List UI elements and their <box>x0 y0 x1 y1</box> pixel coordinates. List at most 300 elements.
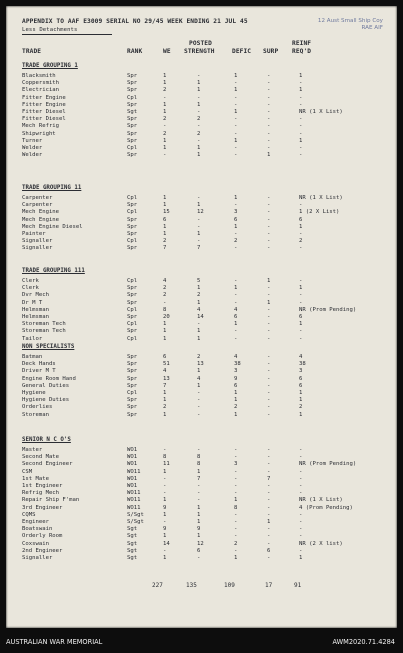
table-row <box>6 245 397 252</box>
cell-name: Batman <box>22 354 43 360</box>
cell-def: 1 <box>234 137 238 144</box>
cell-name: 3rd Engineer <box>22 504 63 511</box>
cell-rei: - <box>299 335 303 342</box>
cell-sur: 7 <box>267 475 271 482</box>
cell-rei: - <box>299 299 303 306</box>
cell-str: 1 <box>197 80 201 87</box>
cell-rei: - <box>299 278 303 284</box>
table-row <box>6 131 397 138</box>
cell-name: Helmsman <box>22 306 49 313</box>
cell-rank: Cpl <box>127 335 138 342</box>
cell-we: 6 <box>163 354 167 360</box>
cell-str: 1 <box>197 533 201 540</box>
cell-we: 13 <box>163 375 170 382</box>
cell-sur: - <box>267 382 271 389</box>
cell-str: - <box>197 490 201 497</box>
cell-str: - <box>197 109 201 115</box>
cell-name: Blacksmith <box>22 73 56 79</box>
cell-rei: - <box>299 116 303 123</box>
table-row <box>6 209 397 216</box>
cell-rei: - <box>299 292 303 299</box>
cell-sur: - <box>267 292 271 299</box>
cell-def: - <box>234 533 238 540</box>
cell-rank: WO1 <box>127 461 138 468</box>
cell-we: 2 <box>163 285 167 292</box>
cell-we: 8 <box>163 454 167 461</box>
table-row <box>6 73 397 80</box>
footer-accession-number: AWM2020.71.4284 <box>332 638 395 646</box>
cell-sur: - <box>267 555 271 561</box>
cell-def: 1 <box>234 390 238 396</box>
cell-rank: Spr <box>127 80 138 87</box>
cell-rank: Spr <box>127 299 138 306</box>
cell-rank: WO11 <box>127 504 141 511</box>
cell-name: Clerk <box>22 278 39 284</box>
cell-we: 4 <box>163 278 167 284</box>
cell-rank: Spr <box>127 101 138 108</box>
cell-we: - <box>163 519 167 525</box>
table-row <box>6 476 397 483</box>
table-row <box>6 278 397 285</box>
cell-str: - <box>197 73 201 79</box>
cell-name: 1st Engineer <box>22 483 63 489</box>
cell-def: 1 <box>234 87 238 94</box>
cell-name: Fitter Engine <box>22 101 66 108</box>
cell-sur: - <box>267 94 271 101</box>
cell-str: 8 <box>197 454 201 461</box>
cell-name: Welder <box>22 152 43 159</box>
cell-def: 38 <box>234 361 241 368</box>
cell-name: Mech Engine <box>22 209 60 216</box>
cell-rei: 2 <box>299 404 303 411</box>
table-row <box>6 285 397 292</box>
cell-def: - <box>234 245 238 252</box>
cell-we: 2 <box>163 130 167 137</box>
cell-str: 7 <box>197 245 201 252</box>
cell-rei: NR (1 X List) <box>299 109 343 115</box>
cell-def: - <box>234 328 238 335</box>
cell-str: 2 <box>197 130 201 137</box>
cell-rei: - <box>299 80 303 87</box>
table-row <box>6 447 397 454</box>
cell-rei: NR (2 X list) <box>299 540 343 547</box>
cell-sur: - <box>267 216 271 223</box>
cell-rank: Spr <box>127 216 138 223</box>
cell-rank: Spr <box>127 223 138 230</box>
cell-name: Coxswain <box>22 540 49 547</box>
table-row <box>6 116 397 123</box>
col-defic: DEFIC <box>232 48 252 55</box>
cell-def: 6 <box>234 382 238 389</box>
table-row <box>6 354 397 361</box>
cell-rei: - <box>299 202 303 209</box>
cell-def: - <box>234 519 238 525</box>
cell-name: 1st Mate <box>22 475 49 482</box>
cell-rank: Spr <box>127 285 138 292</box>
cell-we: 15 <box>163 209 170 216</box>
cell-rank: Sgt <box>127 547 138 554</box>
cell-rank: Spr <box>127 123 138 130</box>
cell-sur: - <box>267 335 271 342</box>
cell-name: CSM <box>22 468 33 475</box>
cell-def: 3 <box>234 461 238 468</box>
cell-rank: Sgt <box>127 533 138 540</box>
cell-we: - <box>163 94 167 101</box>
table-row <box>6 541 397 548</box>
cell-str: 1 <box>197 519 201 525</box>
cell-rei: 1 <box>299 411 303 418</box>
cell-sur: - <box>267 245 271 252</box>
table-row <box>6 376 397 383</box>
cell-rei: - <box>299 454 303 461</box>
cell-rei: - <box>299 519 303 525</box>
cell-name: Clerk <box>22 285 39 292</box>
cell-rei: - <box>299 245 303 252</box>
cell-name: Deck Hands <box>22 361 56 368</box>
table-row <box>6 497 397 504</box>
cell-sur: - <box>267 461 271 468</box>
unit-stamp <box>318 18 383 32</box>
cell-rank: Spr <box>127 361 138 368</box>
cell-we: - <box>163 152 167 159</box>
cell-str: 6 <box>197 547 201 554</box>
cell-we: 1 <box>163 335 167 342</box>
cell-we: 1 <box>163 145 167 151</box>
cell-def: 6 <box>234 216 238 223</box>
cell-sur: - <box>267 223 271 230</box>
cell-def: - <box>234 483 238 489</box>
cell-str: - <box>197 447 201 453</box>
cell-name: Storeman Tech <box>22 328 66 335</box>
cell-rank: Spr <box>127 382 138 389</box>
cell-str: 1 <box>197 87 201 94</box>
table-row <box>6 152 397 159</box>
table-row <box>6 328 397 335</box>
cell-rei: 1 <box>299 555 303 561</box>
cell-str: 1 <box>197 504 201 511</box>
cell-name: Mech Engine <box>22 216 60 223</box>
cell-str: 1 <box>197 202 201 209</box>
cell-name: Master <box>22 447 43 453</box>
cell-def: 1 <box>234 321 238 328</box>
cell-str: 4 <box>197 375 201 382</box>
cell-str: - <box>197 497 201 504</box>
cell-sur: - <box>267 123 271 130</box>
cell-we: 8 <box>163 306 167 313</box>
table-row <box>6 469 397 476</box>
cell-str: - <box>197 411 201 418</box>
cell-name: Fitter Engine <box>22 94 66 101</box>
cell-name: Storeman Tech <box>22 321 66 328</box>
cell-rei: 1 <box>299 390 303 396</box>
cell-sur: - <box>267 490 271 497</box>
table-row <box>6 314 397 321</box>
cell-rank: Spr <box>127 245 138 252</box>
cell-sur: - <box>267 80 271 87</box>
cell-we: - <box>163 447 167 453</box>
cell-rei: - <box>299 475 303 482</box>
total-we: 227 <box>152 582 163 589</box>
cell-rei: 4 <box>299 354 303 360</box>
cell-sur: - <box>267 145 271 151</box>
cell-rei: - <box>299 231 303 237</box>
cell-we: 1 <box>163 533 167 540</box>
cell-name: Dvr Mech <box>22 292 49 299</box>
cell-def: - <box>234 202 238 209</box>
table-row <box>6 461 397 468</box>
cell-sur: - <box>267 533 271 540</box>
cell-str: - <box>197 483 201 489</box>
cell-sur: - <box>267 195 271 201</box>
cell-rank: Sgt <box>127 526 138 533</box>
table-row <box>6 109 397 116</box>
cell-name: 2nd Engineer <box>22 547 63 554</box>
cell-str: - <box>197 223 201 230</box>
cell-rei: 3 <box>299 368 303 375</box>
total-reinf: 91 <box>294 582 302 589</box>
table-row <box>6 145 397 152</box>
cell-we: 1 <box>163 328 167 335</box>
cell-rank: Sgt <box>127 540 138 547</box>
table-row <box>6 217 397 224</box>
cell-we: 2 <box>163 292 167 299</box>
cell-we: 1 <box>163 511 167 518</box>
cell-rei: - <box>299 123 303 130</box>
cell-def: - <box>234 447 238 453</box>
cell-sur: 1 <box>267 519 271 525</box>
cell-def: - <box>234 475 238 482</box>
col-we: WE <box>163 48 171 55</box>
cell-def: - <box>234 101 238 108</box>
cell-rank: Spr <box>127 152 138 159</box>
cell-def: - <box>234 145 238 151</box>
cell-str: 1 <box>197 511 201 518</box>
cell-we: 1 <box>163 202 167 209</box>
table-row <box>6 397 397 404</box>
col-reinf-bottom: REQ'D <box>292 48 312 55</box>
cell-name: Turner <box>22 137 43 144</box>
cell-name: Signaller <box>22 555 53 561</box>
cell-name: Signaller <box>22 245 53 252</box>
cell-we: 6 <box>163 216 167 223</box>
footer-institution: AUSTRALIAN WAR MEMORIAL <box>6 638 103 646</box>
total-surp: 17 <box>265 582 273 589</box>
cell-rank: WO1 <box>127 475 138 482</box>
cell-we: 1 <box>163 80 167 87</box>
cell-rank: Spr <box>127 375 138 382</box>
cell-str: 4 <box>197 306 201 313</box>
table-row <box>6 300 397 307</box>
cell-sur: - <box>267 375 271 382</box>
group-title: SENIOR N C O'S <box>22 437 71 443</box>
cell-rei: NR (1 X List) <box>299 497 343 504</box>
table-row <box>6 95 397 102</box>
cell-sur: - <box>267 130 271 137</box>
table-row <box>6 321 397 328</box>
cell-we: 14 <box>163 540 170 547</box>
cell-str: - <box>197 123 201 130</box>
cell-rei: NR (1 X List) <box>299 195 343 201</box>
cell-we: 1 <box>163 411 167 418</box>
cell-name: Dr M T <box>22 299 43 306</box>
cell-rank: WO11 <box>127 497 141 504</box>
cell-rank: Cpl <box>127 278 138 284</box>
cell-str: 12 <box>197 540 204 547</box>
cell-name: General Duties <box>22 382 70 389</box>
cell-name: Helmsman <box>22 314 49 320</box>
cell-rei: 1 <box>299 397 303 404</box>
cell-rank: WO11 <box>127 468 141 475</box>
table-row <box>6 102 397 109</box>
cell-def: - <box>234 468 238 475</box>
cell-name: Refrig Mech <box>22 490 60 497</box>
cell-rei: 6 <box>299 375 303 382</box>
cell-rank: Cpl <box>127 390 138 396</box>
table-row <box>6 512 397 519</box>
cell-we: 7 <box>163 382 167 389</box>
cell-rank: Spr <box>127 397 138 404</box>
cell-rank: Spr <box>127 87 138 94</box>
cell-def: - <box>234 278 238 284</box>
cell-rank: Spr <box>127 130 138 137</box>
cell-def: 3 <box>234 209 238 216</box>
table-row <box>6 412 397 419</box>
cell-def: 1 <box>234 285 238 292</box>
cell-sur: - <box>267 314 271 320</box>
cell-sur: - <box>267 468 271 475</box>
cell-rei: - <box>299 468 303 475</box>
cell-sur: - <box>267 137 271 144</box>
cell-name: Painter <box>22 231 46 237</box>
cell-sur: - <box>267 447 271 453</box>
cell-def: 1 <box>234 497 238 504</box>
cell-rank: Spr <box>127 292 138 299</box>
total-posted: 135 <box>186 582 197 589</box>
table-row <box>6 195 397 202</box>
cell-rank: Cpl <box>127 94 138 101</box>
cell-str: - <box>197 216 201 223</box>
cell-def: - <box>234 454 238 461</box>
cell-we: 1 <box>163 73 167 79</box>
table-row <box>6 87 397 94</box>
cell-rank: Spr <box>127 328 138 335</box>
cell-def: - <box>234 130 238 137</box>
cell-rei: 1 <box>299 223 303 230</box>
table-row <box>6 505 397 512</box>
cell-rank: WO11 <box>127 490 141 497</box>
cell-rei: NR (Prom Pending) <box>299 461 357 468</box>
cell-str: 2 <box>197 116 201 123</box>
cell-sur: - <box>267 454 271 461</box>
cell-rank: Spr <box>127 137 138 144</box>
cell-str: - <box>197 321 201 328</box>
cell-rei: NR (Prom Pending) <box>299 306 357 313</box>
cell-sur: 1 <box>267 152 271 159</box>
cell-def: 1 <box>234 555 238 561</box>
cell-def: - <box>234 526 238 533</box>
table-row <box>6 224 397 231</box>
table-row <box>6 202 397 209</box>
cell-def: 4 <box>234 306 238 313</box>
table-row <box>6 548 397 555</box>
cell-str: 13 <box>197 361 204 368</box>
cell-sur: - <box>267 231 271 237</box>
cell-rei: - <box>299 447 303 453</box>
cell-sur: - <box>267 540 271 547</box>
cell-sur: 6 <box>267 547 271 554</box>
cell-str: - <box>197 404 201 411</box>
cell-sur: - <box>267 390 271 396</box>
cell-name: Second Mate <box>22 454 60 461</box>
cell-str: - <box>197 390 201 396</box>
table-row <box>6 123 397 130</box>
cell-rank: Spr <box>127 404 138 411</box>
cell-sur: - <box>267 354 271 360</box>
cell-name: Orderlies <box>22 404 53 411</box>
cell-rank: Spr <box>127 411 138 418</box>
col-rank: RANK <box>127 48 143 55</box>
cell-rei: 6 <box>299 314 303 320</box>
cell-def: 2 <box>234 540 238 547</box>
cell-rei: 38 <box>299 361 306 368</box>
cell-def: - <box>234 123 238 130</box>
cell-we: - <box>163 299 167 306</box>
table-row <box>6 138 397 145</box>
cell-str: 5 <box>197 278 201 284</box>
cell-def: - <box>234 299 238 306</box>
cell-str: 1 <box>197 335 201 342</box>
cell-rank: Cpl <box>127 321 138 328</box>
cell-sur: - <box>267 238 271 245</box>
subtitle-underline <box>22 34 112 35</box>
cell-rank: WO1 <box>127 447 138 453</box>
cell-str: 1 <box>197 152 201 159</box>
cell-rank: Spr <box>127 116 138 123</box>
col-posted-top: POSTED <box>189 40 212 47</box>
cell-rei: 6 <box>299 382 303 389</box>
cell-we: - <box>163 483 167 489</box>
cell-def: - <box>234 94 238 101</box>
cell-rank: Spr <box>127 231 138 237</box>
cell-rei: - <box>299 526 303 533</box>
cell-name: Orderly Room <box>22 533 63 540</box>
cell-rei: 1 <box>299 321 303 328</box>
cell-we: 1 <box>163 397 167 404</box>
cell-str: 2 <box>197 354 201 360</box>
cell-rank: Spr <box>127 368 138 375</box>
cell-we: 1 <box>163 555 167 561</box>
cell-rank: S/Sgt <box>127 519 144 525</box>
cell-str: 1 <box>197 382 201 389</box>
cell-name: Boatswain <box>22 526 53 533</box>
table-row <box>6 361 397 368</box>
cell-name: Driver M T <box>22 368 56 375</box>
cell-def: 8 <box>234 504 238 511</box>
cell-name: Hygiene Duties <box>22 397 70 404</box>
cell-we: 1 <box>163 101 167 108</box>
cell-def: - <box>234 292 238 299</box>
archive-footer <box>0 630 403 653</box>
cell-def: - <box>234 511 238 518</box>
cell-rank: Cpl <box>127 306 138 313</box>
cell-we: 9 <box>163 504 167 511</box>
cell-str: - <box>197 555 201 561</box>
cell-sur: - <box>267 511 271 518</box>
cell-def: 6 <box>234 314 238 320</box>
cell-name: Engine Room Hand <box>22 375 76 382</box>
cell-str: 1 <box>197 468 201 475</box>
cell-rei: - <box>299 94 303 101</box>
